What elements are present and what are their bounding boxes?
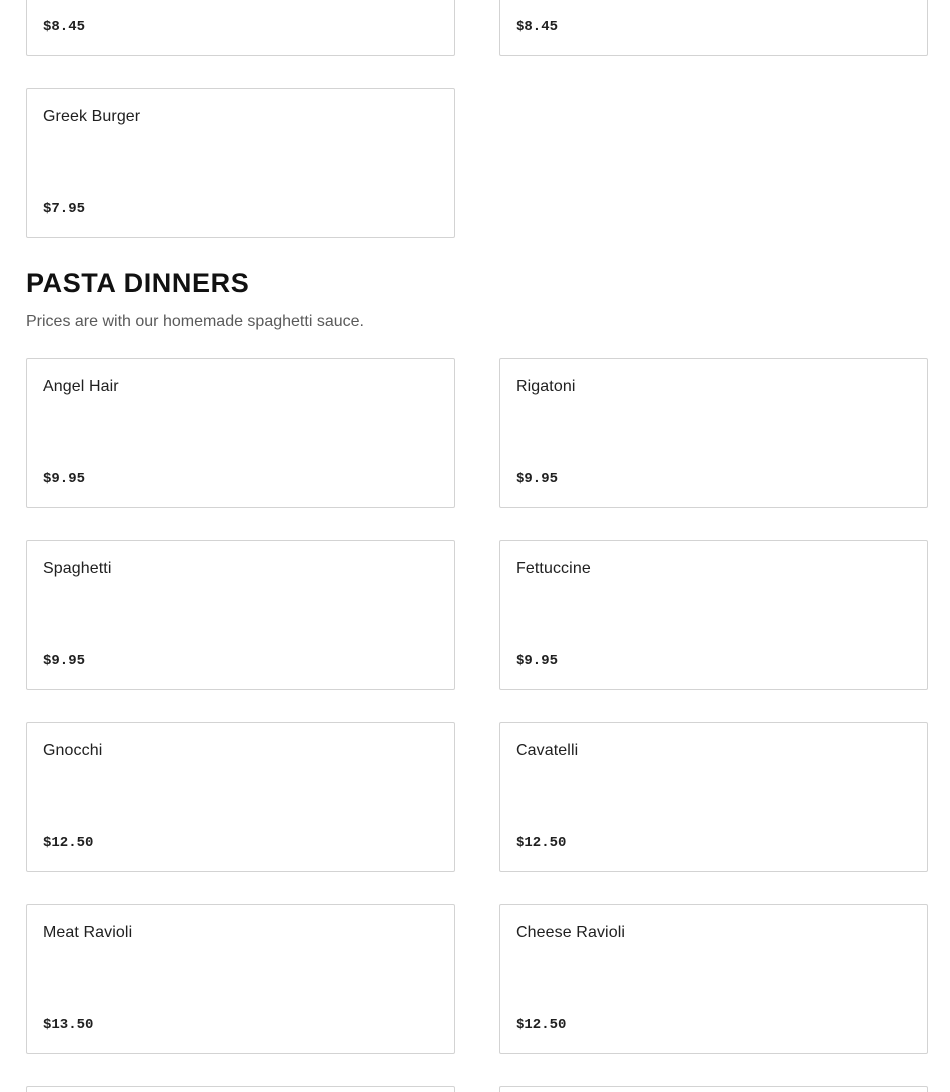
menu-item-card[interactable] xyxy=(499,0,928,56)
menu-item-price: $12.50 xyxy=(516,1017,567,1033)
menu-item-card[interactable] xyxy=(26,722,455,872)
menu-item-card[interactable] xyxy=(499,540,928,690)
menu-item-card[interactable] xyxy=(26,904,455,1054)
menu-item-card[interactable] xyxy=(26,1086,455,1092)
menu-item-name: Rigatoni xyxy=(516,378,576,395)
menu-item-price: $9.95 xyxy=(516,471,559,487)
menu-item-price: $9.95 xyxy=(43,653,86,669)
menu-item-name: Angel Hair xyxy=(43,378,119,395)
menu-item-price: $9.95 xyxy=(516,653,559,669)
menu-item-card[interactable] xyxy=(499,904,928,1054)
section-subtitle: Prices are with our homemade spaghetti sauce. xyxy=(26,313,364,330)
menu-item-card[interactable] xyxy=(26,0,455,56)
menu-item-price: $9.95 xyxy=(43,471,86,487)
menu-item-price: $7.95 xyxy=(43,201,86,217)
menu-item-name: Spaghetti xyxy=(43,560,112,577)
section-title: PASTA DINNERS xyxy=(26,268,250,298)
menu-item-card[interactable] xyxy=(499,358,928,508)
menu-item-price: $12.50 xyxy=(43,835,94,851)
menu-item-name: Cavatelli xyxy=(516,742,579,759)
menu-item-name: Cheese Ravioli xyxy=(516,924,626,941)
menu-item-name: Fettuccine xyxy=(516,560,591,577)
menu-item-card[interactable] xyxy=(26,358,455,508)
menu-item-card[interactable] xyxy=(26,88,455,238)
menu-item-name: Meat Ravioli xyxy=(43,924,133,941)
menu-item-price: $13.50 xyxy=(43,1017,94,1033)
menu-item-price: $8.45 xyxy=(516,19,559,35)
menu-item-name: Gnocchi xyxy=(43,742,103,759)
menu-item-card[interactable] xyxy=(499,722,928,872)
menu-item-name: Greek Burger xyxy=(43,108,141,125)
menu-item-price: $8.45 xyxy=(43,19,86,35)
menu-item-price: $12.50 xyxy=(516,835,567,851)
menu-item-card[interactable] xyxy=(26,540,455,690)
menu-item-card[interactable] xyxy=(499,1086,928,1092)
